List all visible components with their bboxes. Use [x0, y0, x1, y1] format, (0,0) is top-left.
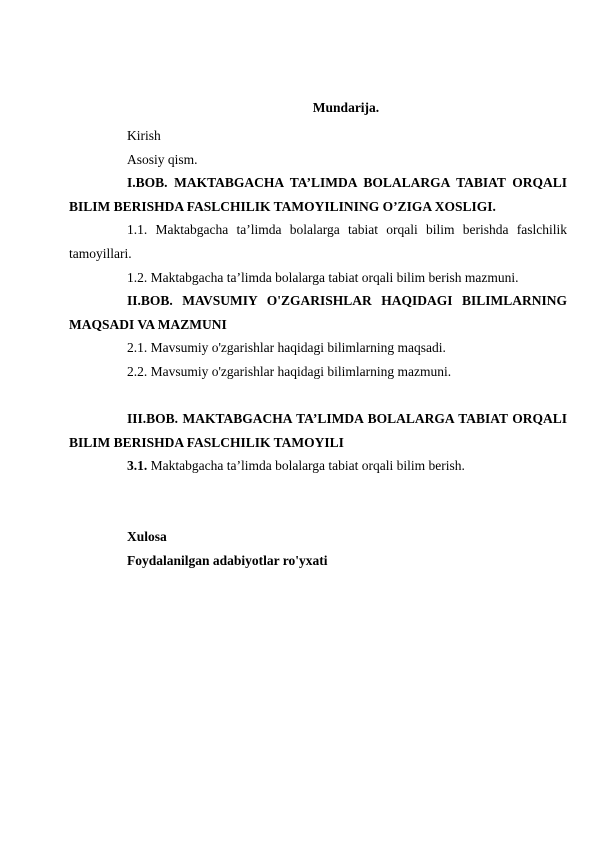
- toc-item-intro: Kirish: [127, 128, 161, 143]
- toc-section-1-1: 1.1. Maktabgacha ta’limda bolalarga tabiat orqali bilim berishda faslchilik tamoyillari.: [69, 222, 567, 261]
- toc-chapter-1: I.BOB. MAKTABGACHA TA’LIMDA BOLALARGA TABIAT ORQALI BILIM BERISHDA FASLCHILIK TAMOYILINING O’ZIGA XOSLIGI.: [69, 175, 567, 214]
- toc-section-3-1: [69, 454, 567, 478]
- spacer: [69, 478, 567, 525]
- toc-item-references: Foydalanilgan adabiyotlar ro'yxati: [127, 552, 328, 568]
- section-number: 3.1.: [127, 458, 148, 474]
- toc-section-2-2: 2.2. Mavsumiy o'zgarishlar haqidagi bilimlarning mazmuni.: [127, 363, 452, 379]
- toc-item-conclusion: Xulosa: [127, 528, 167, 544]
- toc-chapter-3: III.BOB. MAKTABGACHA TA’LIMDA BOLALARGA TABIAT ORQALI BILIM BERISHDA FASLCHILIK TAMOYILI: [69, 411, 567, 450]
- spacer: [69, 384, 567, 408]
- toc-chapter-2: II.BOB. MAVSUMIY O'ZGARISHLAR HAQIDAGI BILIMLARNING MAQSADI VA MAZMUNI: [69, 293, 567, 332]
- toc-item-main-part: Asosiy qism.: [127, 151, 198, 167]
- toc-title: Mundarija.: [312, 100, 380, 115]
- toc-section-2-1: 2.1. Mavsumiy o'zgarishlar haqidagi bilimlarning maqsadi.: [127, 340, 446, 356]
- toc-body: [69, 124, 567, 572]
- section-text: Maktabgacha ta’limda bolalarga tabiat orqali bilim berish.: [147, 458, 465, 474]
- toc-section-1-2: 1.2. Maktabgacha ta’limda bolalarga tabiat orqali bilim berish mazmuni.: [127, 269, 519, 285]
